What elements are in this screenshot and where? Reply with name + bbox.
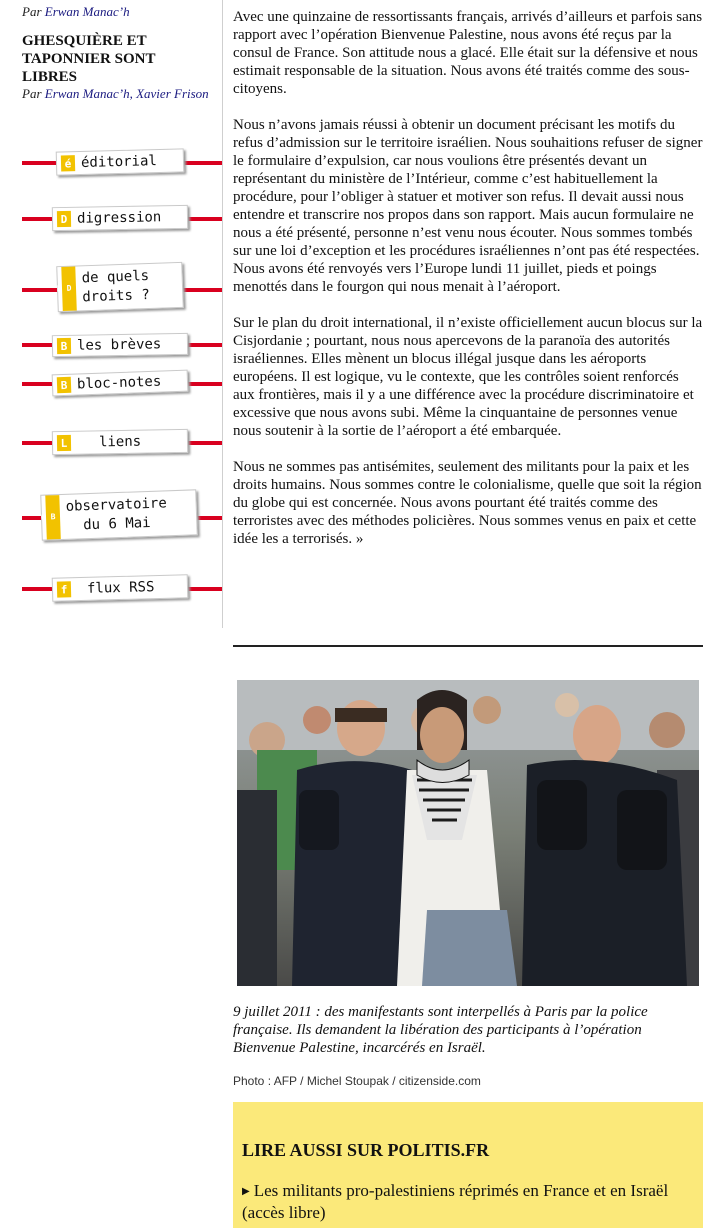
nav-editorial[interactable] — [0, 150, 222, 176]
nav-label-line2: droits ? — [82, 286, 151, 306]
author-link[interactable]: Erwan Manac’h — [44, 4, 130, 19]
digression-icon: D — [57, 211, 71, 227]
article-paragraph-4: Nous ne sommes pas antisémites, seulement des militants pour la paix et les droits humains. Nous sommes contre le colonialisme, quelle que soit la région du globe qui est concernée. Nous avons pourtant été traités comme des terroristes avec des méthodes policières. Nous sommes venus en paix et cette idée les a terrorisés. » — [233, 459, 702, 547]
droits-icon: D D D — [61, 267, 77, 311]
nav-les-breves[interactable] — [0, 334, 222, 358]
nav-label-line1: observatoire — [65, 495, 168, 515]
related-article-link[interactable] — [242, 1180, 697, 1223]
observatoire-icon: O B S — [45, 495, 61, 539]
liens-icon: L — [57, 435, 71, 451]
lire-aussi-box — [233, 1102, 703, 1228]
authors-link[interactable]: Erwan Manac’h, Xavier Frison — [44, 86, 209, 101]
bloc-notes-icon: B — [57, 377, 72, 393]
nav-label: bloc-notes — [76, 373, 162, 393]
nav-label: flux RSS — [86, 579, 155, 597]
article-paragraph-1: Avec une quinzaine de ressortissants français, arrivés d’ailleurs et parfois sans rapport avec l’opération Bienvenue Palestine, nous avons été reçus par la consul de France. Son attitude nous a glacé. Elle était sur la défensive et nous estimait responsable de la situation. Nous avons été traités comme des sous-citoyens. — [233, 9, 703, 97]
arrow-right-icon: ▶ — [242, 1186, 250, 1197]
article-paragraph-2: Nous n’avons jamais réussi à obtenir un document précisant les motifs du refus d’admission sur le territoire israélien. Nous souhaitions refuser de signer le formulaire d’expulsion, car nous voulions être présentés devant un représentant du ministère de l’Intérieur, comme c’est habituellement la procédure, pour l’obliger à statuer et motiver son refus. Il devait aussi nous entendre et transcrire nos propos dans son rapport. Mais aucun formulaire ne nous a été présenté, personne n’est venu nous écouter. Nous sommes tombés sur une loi d’exception et les procédures israéliennes n’ont pas été respectées. Nous avons été renvoyés vers l’Europe lundi 11 juillet, pieds et poings menottés dans le fourgon qui nous menait à l’aéroport. — [233, 117, 703, 295]
news-photo — [237, 680, 699, 986]
nav-label-line2: du 6 Mai — [82, 514, 151, 534]
nav-bloc-notes[interactable] — [0, 372, 222, 398]
nav-liens[interactable] — [0, 430, 222, 456]
nav-observatoire[interactable] — [0, 492, 222, 542]
article-body — [233, 8, 703, 566]
nav-de-quels-droits[interactable] — [0, 264, 222, 314]
lire-aussi-heading: LIRE AUSSI SUR POLITIS.FR — [242, 1140, 490, 1160]
byline-prefix: Par — [22, 4, 42, 19]
editorial-icon: é — [61, 155, 75, 171]
nav-digression[interactable] — [0, 206, 222, 234]
nav-flux-rss[interactable] — [0, 576, 222, 604]
related-article-title[interactable]: GHESQUIÈRE ET TAPONNIER SONT LIBRES — [22, 33, 156, 85]
nav-label-line1: de quels — [81, 267, 150, 287]
byline-top — [22, 4, 130, 19]
byline-prefix: Par — [22, 86, 42, 101]
nav-label: liens — [98, 433, 142, 451]
byline-related — [22, 86, 217, 101]
breves-icon: B — [57, 338, 71, 354]
nav-label: éditorial — [80, 153, 158, 172]
article-paragraph-3: Sur le plan du droit international, il n’existe officiellement aucun blocus sur la Cisjordanie ; pourtant, nous nous apercevons de la paranoïa des autorités israéliennes. Elles mènent un blocus illégal jusque dans les aéroports européens. Il est logique, vu le contexte, que les contrôles soient renforcés aux frontières, mais il y a une différence avec la procédure discriminatoire et excessive que nous avons subi. Même la cinquantaine de personnes venue nous soutenir à la sortie de l’aéroport a été embarquée. — [233, 315, 703, 439]
photo-credit: Photo : AFP / Michel Stoupak / citizenside.com — [233, 1074, 481, 1088]
nav-label: les brèves — [76, 336, 162, 354]
related-article-link-text[interactable]: Les militants pro-palestiniens réprimés en France et en Israël (accès libre) — [242, 1181, 669, 1222]
sidebar — [0, 0, 223, 628]
photo-caption: 9 juillet 2011 : des manifestants sont interpellés à Paris par la police française. Ils demandent la libération des participants à l’opération Bienvenue Palestine, incarcérés en Israël. — [233, 1004, 648, 1056]
nav-label: digression — [76, 209, 162, 227]
rss-icon: f — [57, 581, 71, 597]
section-divider — [233, 645, 703, 647]
